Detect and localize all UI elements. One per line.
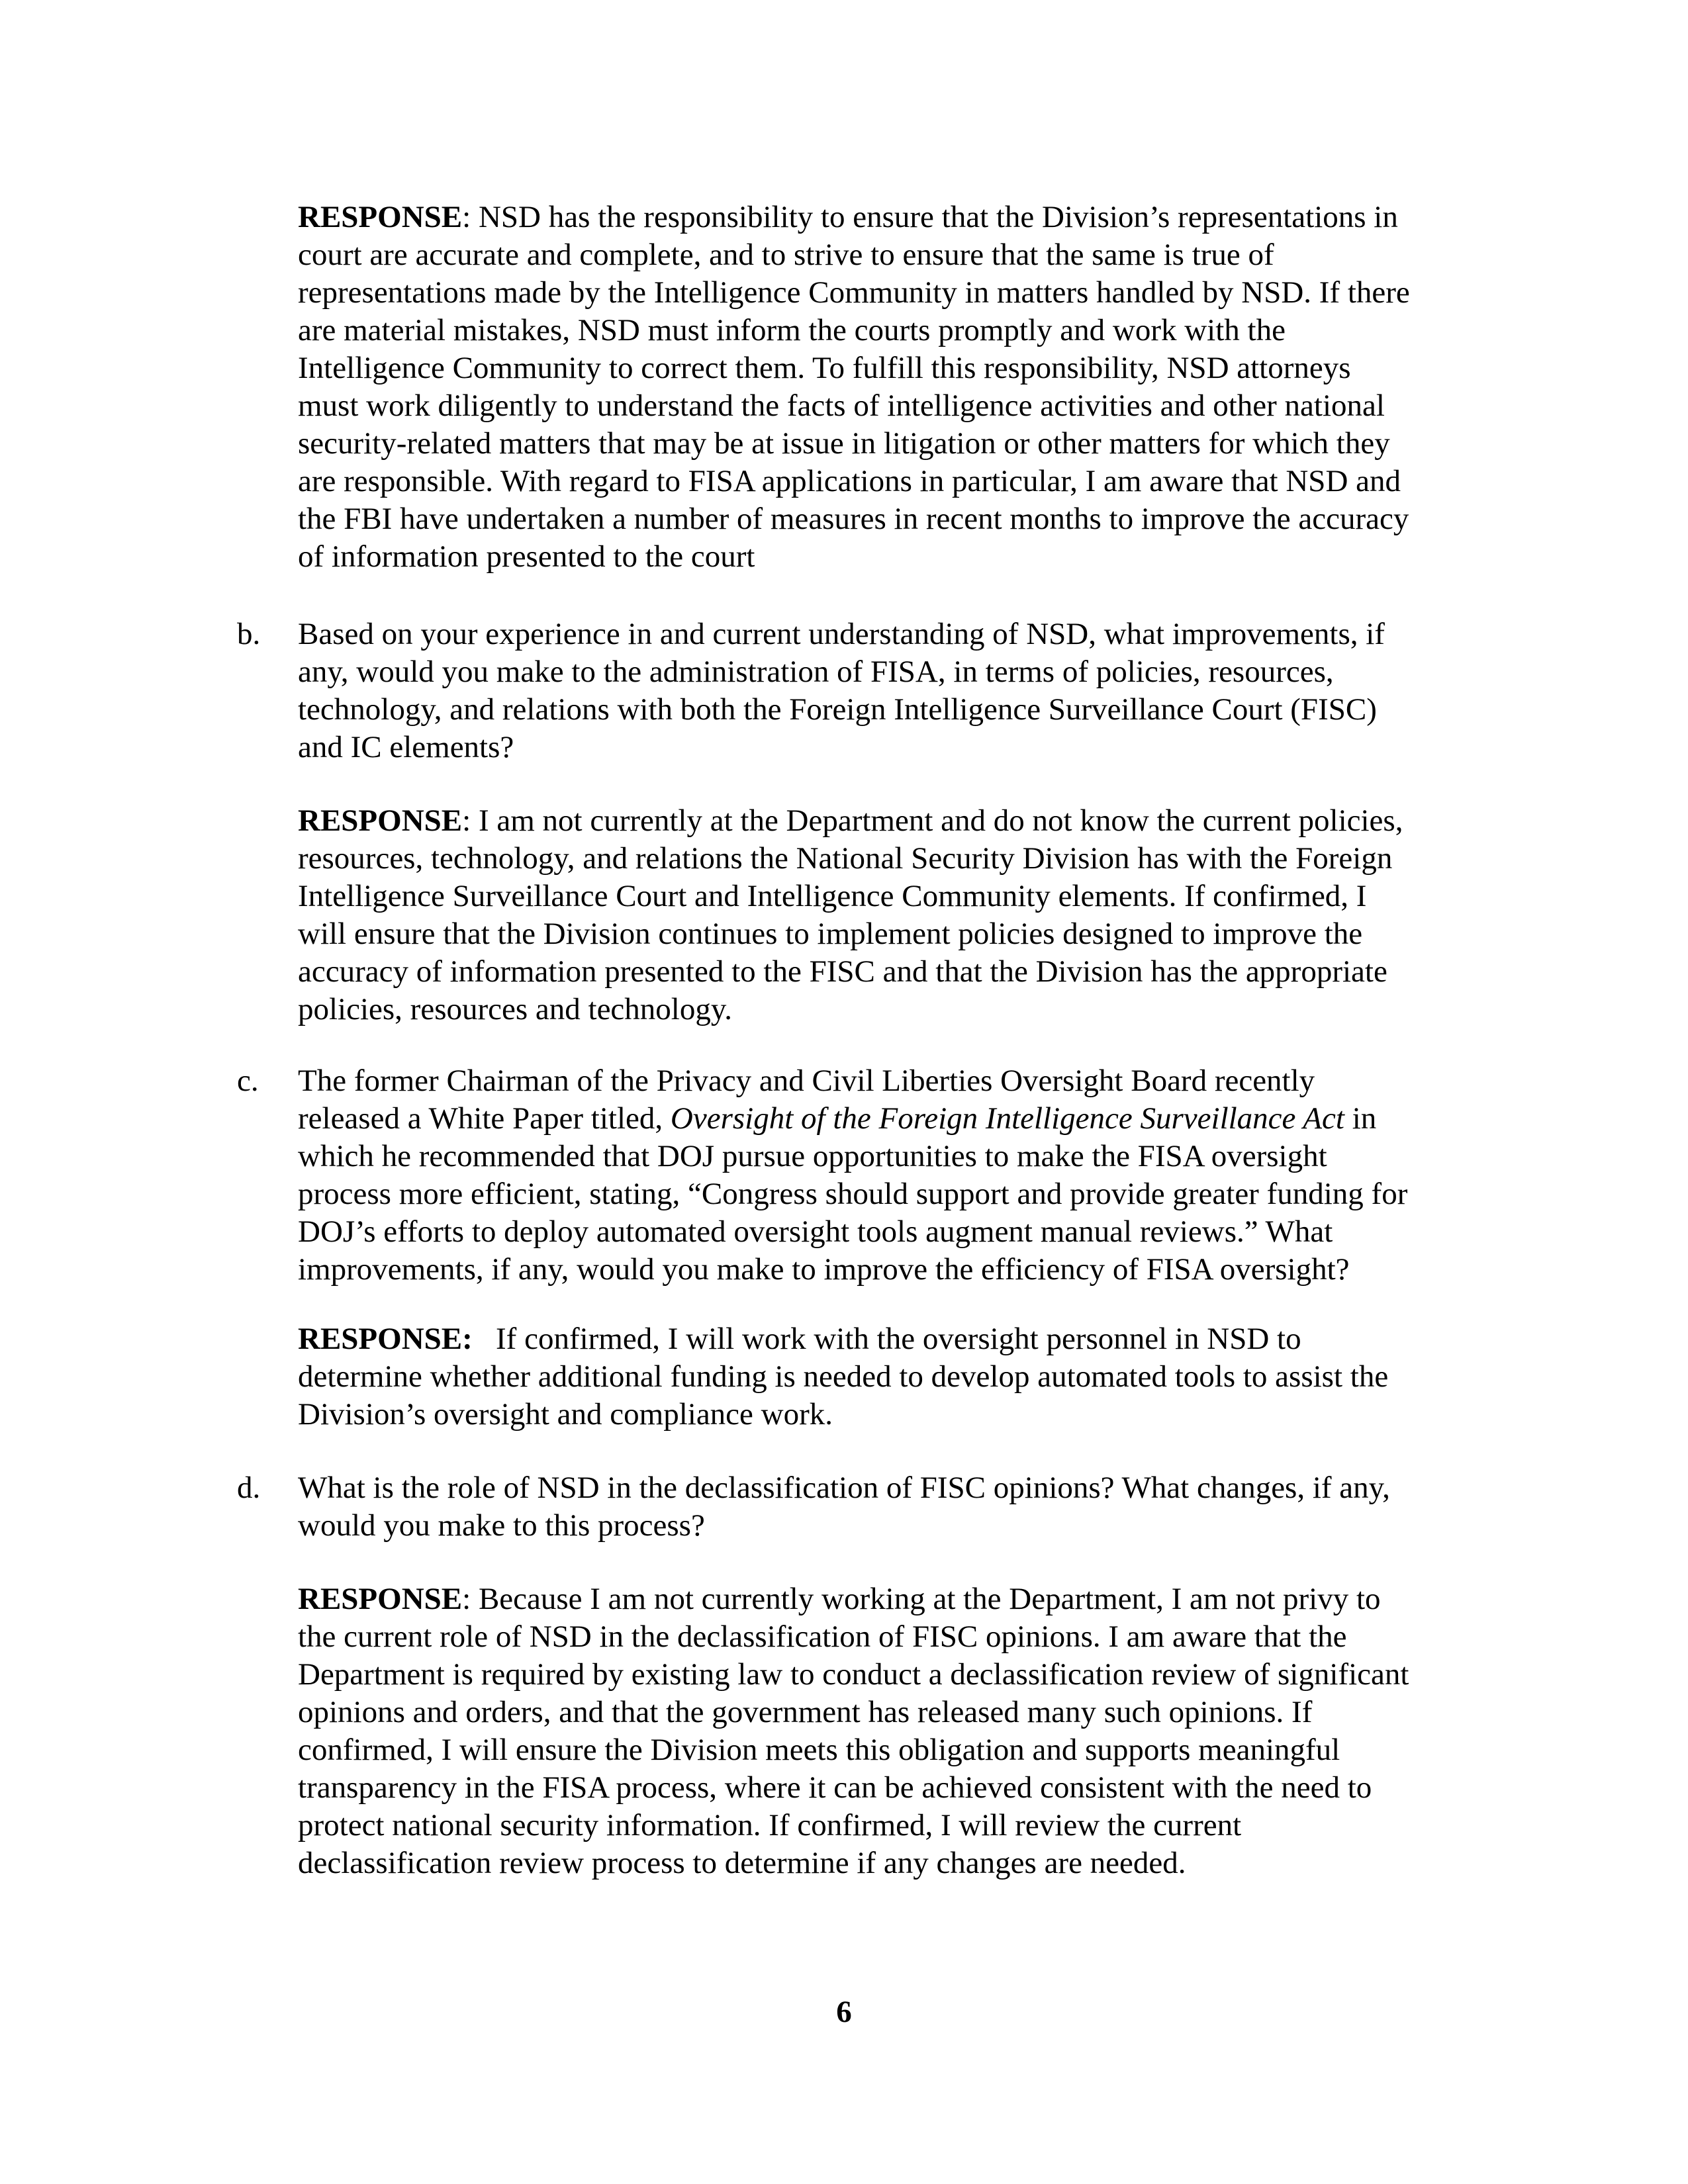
response-a — [298, 199, 1483, 576]
question-line: DOJ’s efforts to deploy automated oversight tools augment manual reviews.” What — [298, 1214, 1333, 1249]
response-line: representations made by the Intelligence Community in matters handled by NSD. If there — [298, 275, 1410, 310]
response-line: determine whether additional funding is needed to develop automated tools to assist the — [298, 1359, 1389, 1394]
question-line: Based on your experience in and current understanding of NSD, what improvements, if — [298, 617, 1385, 651]
response-line: accuracy of information presented to the FISC and that the Division has the appropriate — [298, 954, 1387, 989]
response-line: protect national security information. If confirmed, I will review the current — [298, 1808, 1242, 1843]
question-line: and IC elements? — [298, 730, 514, 764]
question-line: any, would you make to the administration of FISA, in terms of policies, resources, — [298, 655, 1334, 689]
question-line: The former Chairman of the Privacy and Civil Liberties Oversight Board recently — [298, 1064, 1315, 1098]
response-line: opinions and orders, and that the government has released many such opinions. If — [298, 1695, 1313, 1729]
response-label: RESPONSE — [298, 803, 463, 838]
question-line: which he recommended that DOJ pursue opportunities to make the FISA oversight — [298, 1139, 1327, 1173]
response-line: transparency in the FISA process, where it can be achieved consistent with the need to — [298, 1770, 1372, 1805]
response-line: are responsible. With regard to FISA applications in particular, I am aware that NSD and — [298, 464, 1401, 498]
response-line: policies, resources and technology. — [298, 992, 733, 1026]
question-line: What is the role of NSD in the declassification of FISC opinions? What changes, if any, — [298, 1471, 1390, 1505]
response-line: of information presented to the court — [298, 539, 755, 574]
response-line: Division’s oversight and compliance work. — [298, 1397, 833, 1432]
response-c — [298, 1320, 1483, 1433]
response-line: will ensure that the Division continues to implement policies designed to improve the — [298, 917, 1363, 951]
response-line: RESPONSE: If confirmed, I will work with the oversight personnel in NSD to — [298, 1322, 1301, 1356]
response-line: RESPONSE: NSD has the responsibility to ensure that the Division’s representations in — [298, 200, 1398, 234]
list-marker: c. — [237, 1064, 259, 1098]
response-line: declassification review process to determine if any changes are needed. — [298, 1846, 1186, 1880]
response-line: must work diligently to understand the facts of intelligence activities and other national — [298, 388, 1385, 423]
response-line: security-related matters that may be at issue in litigation or other matters for which they — [298, 426, 1390, 461]
response-line: RESPONSE: I am not currently at the Department and do not know the current policies, — [298, 803, 1403, 838]
response-label: RESPONSE — [298, 200, 463, 234]
list-marker: b. — [237, 617, 261, 651]
response-line: Intelligence Surveillance Court and Intelligence Community elements. If confirmed, I — [298, 879, 1367, 913]
question-line: improvements, if any, would you make to improve the efficiency of FISA oversight? — [298, 1252, 1350, 1287]
response-line: resources, technology, and relations the National Security Division has with the Foreign — [298, 841, 1393, 876]
response-line: Department is required by existing law to conduct a declassification review of significant — [298, 1657, 1409, 1692]
response-label: RESPONSE — [298, 1582, 463, 1616]
response-line: the current role of NSD in the declassification of FISC opinions. I am aware that the — [298, 1619, 1347, 1654]
page-number: 6 — [836, 1995, 852, 2029]
response-b — [298, 802, 1483, 1028]
response-label: RESPONSE: — [298, 1322, 473, 1356]
response-line: court are accurate and complete, and to strive to ensure that the same is true of — [298, 238, 1274, 272]
response-d — [298, 1580, 1483, 1882]
response-line: the FBI have undertaken a number of measures in recent months to improve the accuracy — [298, 502, 1409, 536]
question-line: released a White Paper titled, Oversight of the Foreign Intelligence Surveillance Act in — [298, 1101, 1377, 1136]
question-line: process more efficient, stating, “Congress should support and provide greater funding for — [298, 1177, 1408, 1211]
response-line: Intelligence Community to correct them. To fulfill this responsibility, NSD attorneys — [298, 351, 1351, 385]
response-line: RESPONSE: Because I am not currently working at the Department, I am not privy to — [298, 1582, 1381, 1616]
question-line: technology, and relations with both the Foreign Intelligence Surveillance Court (FISC) — [298, 692, 1377, 727]
response-line: confirmed, I will ensure the Division meets this obligation and supports meaningful — [298, 1733, 1340, 1767]
response-line: are material mistakes, NSD must inform the courts promptly and work with the — [298, 313, 1286, 347]
list-marker: d. — [237, 1471, 261, 1505]
white-paper-title: Oversight of the Foreign Intelligence Surveillance Act — [670, 1101, 1344, 1136]
question-line: would you make to this process? — [298, 1508, 705, 1543]
